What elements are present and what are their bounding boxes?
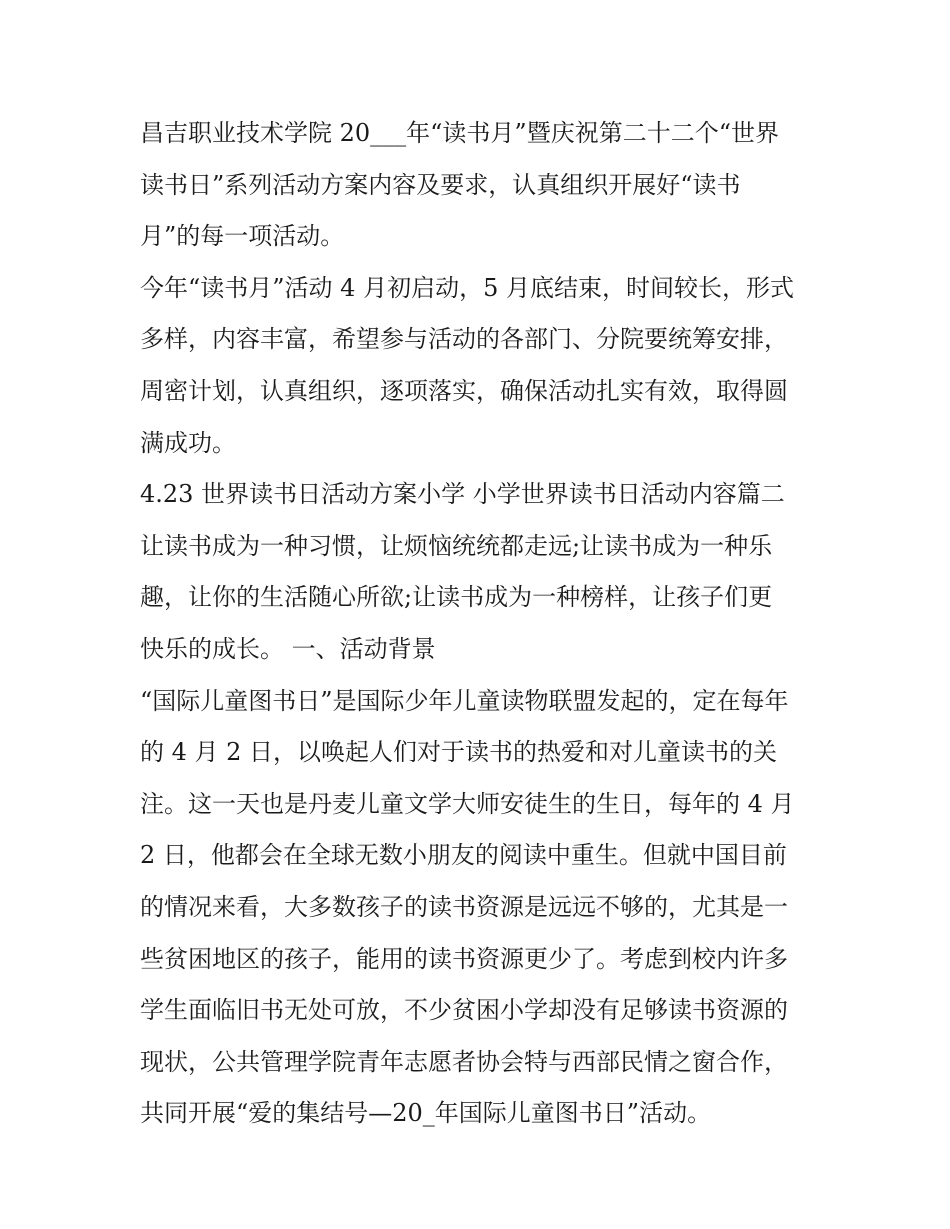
text-line: 2 日，他都会在全球无数小朋友的阅读中重生。但就中国目前 [140, 841, 787, 870]
text-line: 今年“读书月”活动 4 月初启动，5 月底结束，时间较长，形式 [140, 273, 794, 302]
text-line: 趣，让你的生活随心所欲;让读书成为一种榜样，让孩子们更 [140, 583, 773, 612]
text-line: 多样，内容丰富，希望参与活动的各部门、分院要统筹安排， [140, 325, 788, 354]
text-line: 昌吉职业技术学院 20___年“读书月”暨庆祝第二十二个“世界 [140, 119, 779, 147]
section-heading-line: 4.23 世界读书日活动方案小学 小学世界读书日活动内容篇二 [140, 480, 785, 509]
text-line: 让读书成为一种习惯，让烦恼统统都走远;让读书成为一种乐 [140, 531, 773, 560]
text-line: 现状，公共管理学院青年志愿者协会特与西部民情之窗合作， [140, 1047, 788, 1076]
text-line: 的 4 月 2 日，以唤起人们对于读书的热爱和对儿童读书的关 [140, 738, 778, 767]
text-line: 注。这一天也是丹麦儿童文学大师安徒生的生日，每年的 4 月 [140, 789, 795, 818]
text-line: 的情况来看，大多数孩子的读书资源是远远不够的，尤其是一 [140, 892, 788, 921]
text-line: 满成功。 [140, 428, 236, 457]
text-line: 月”的每一项活动。 [140, 222, 345, 251]
text-line: 读书日”系列活动方案内容及要求，认真组织开展好“读书 [140, 170, 741, 199]
document-body [140, 111, 820, 1143]
text-line: 快乐的成长。 一、活动背景 [140, 634, 436, 663]
text-line: “国际儿童图书日”是国际少年儿童读物联盟发起的，定在每年 [140, 686, 789, 715]
text-line: 共同开展“爱的集结号—20_年国际儿童图书日”活动。 [140, 1099, 712, 1128]
text-line: 周密计划，认真组织，逐项落实，确保活动扎实有效，取得圆 [140, 376, 788, 405]
text-line: 些贫困地区的孩子，能用的读书资源更少了。考虑到校内许多 [140, 944, 788, 973]
text-line: 学生面临旧书无处可放，不少贫困小学却没有足够读书资源的 [140, 996, 788, 1025]
